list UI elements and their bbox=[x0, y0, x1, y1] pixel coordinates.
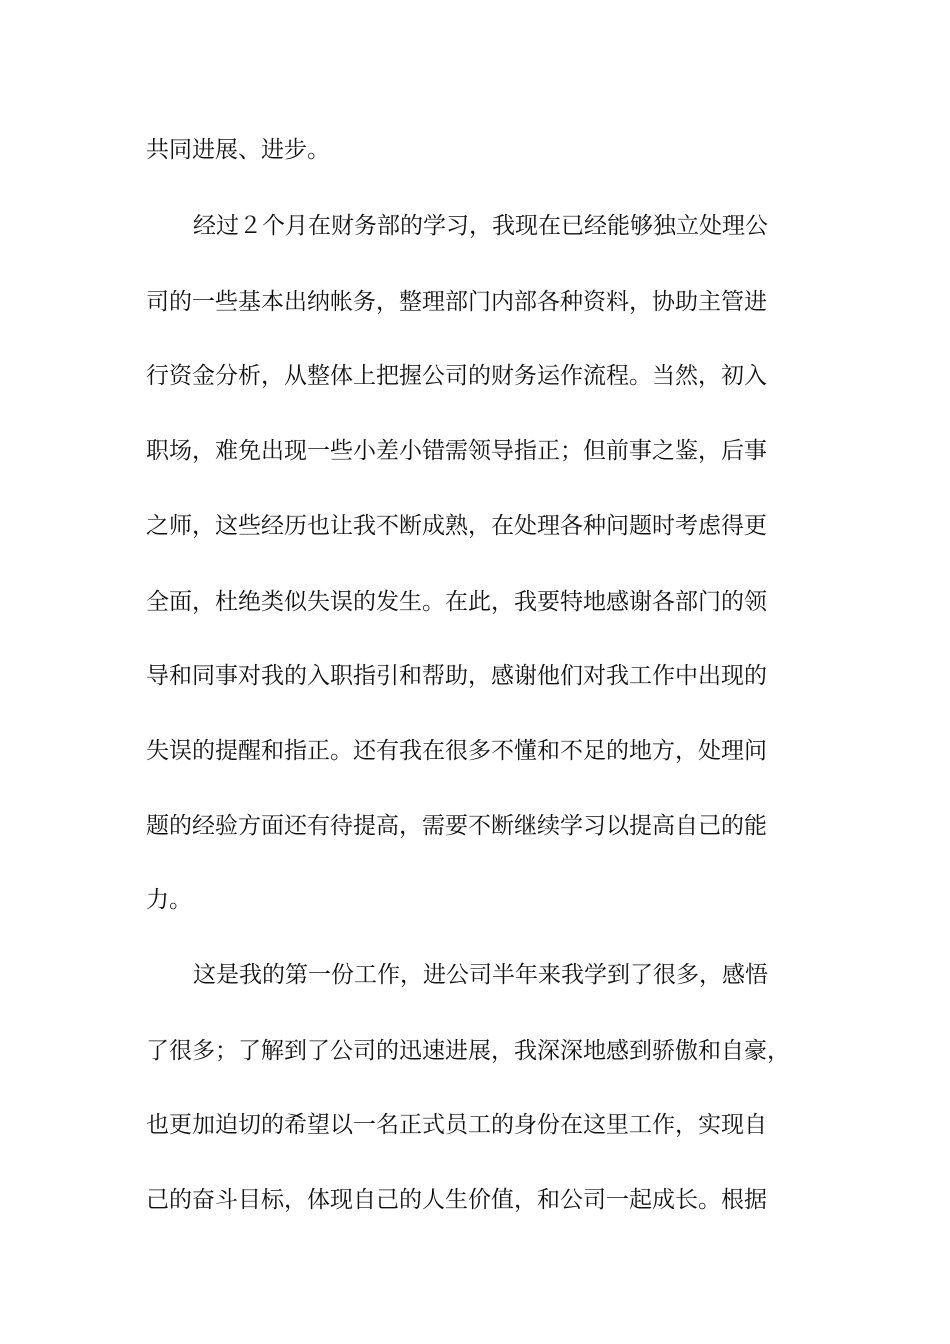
paragraph-first-line: 经过２个月在财务部的学习，我现在已经能够独立处理公 bbox=[193, 213, 768, 239]
text-line: 也更加迫切的希望以一名正式员工的身份在这里工作，实现自 bbox=[146, 1112, 767, 1138]
text-line: 导和同事对我的入职指引和帮助，感谢他们对我工作中出现的 bbox=[146, 663, 767, 689]
text-line: 职场，难免出现一些小差小错需领导指正；但前事之鉴，后事 bbox=[146, 438, 767, 464]
text-line: 力。 bbox=[146, 887, 192, 913]
text-line: 司的一些基本出纳帐务，整理部门内部各种资料，协助主管进 bbox=[146, 289, 767, 315]
text-line: 共同进展、进步。 bbox=[146, 137, 330, 163]
paragraph-first-line: 这是我的第一份工作，进公司半年来我学到了很多，感悟 bbox=[193, 962, 768, 988]
text-line: 全面，杜绝类似失误的发生。在此，我要特地感谢各部门的领 bbox=[146, 589, 767, 615]
text-line: 了很多；了解到了公司的迅速进展，我深深地感到骄傲和自豪， bbox=[146, 1038, 790, 1064]
text-line: 之师，这些经历也让我不断成熟，在处理各种问题时考虑得更 bbox=[146, 513, 767, 539]
text-line: 题的经验方面还有待提高，需要不断继续学习以提高自己的能 bbox=[146, 813, 767, 839]
text-line: 己的奋斗目标，体现自己的人生价值，和公司一起成长。根据 bbox=[146, 1187, 767, 1213]
text-line: 行资金分析，从整体上把握公司的财务运作流程。当然，初入 bbox=[146, 363, 767, 389]
text-line: 失误的提醒和指正。还有我在很多不懂和不足的地方，处理问 bbox=[146, 738, 767, 764]
